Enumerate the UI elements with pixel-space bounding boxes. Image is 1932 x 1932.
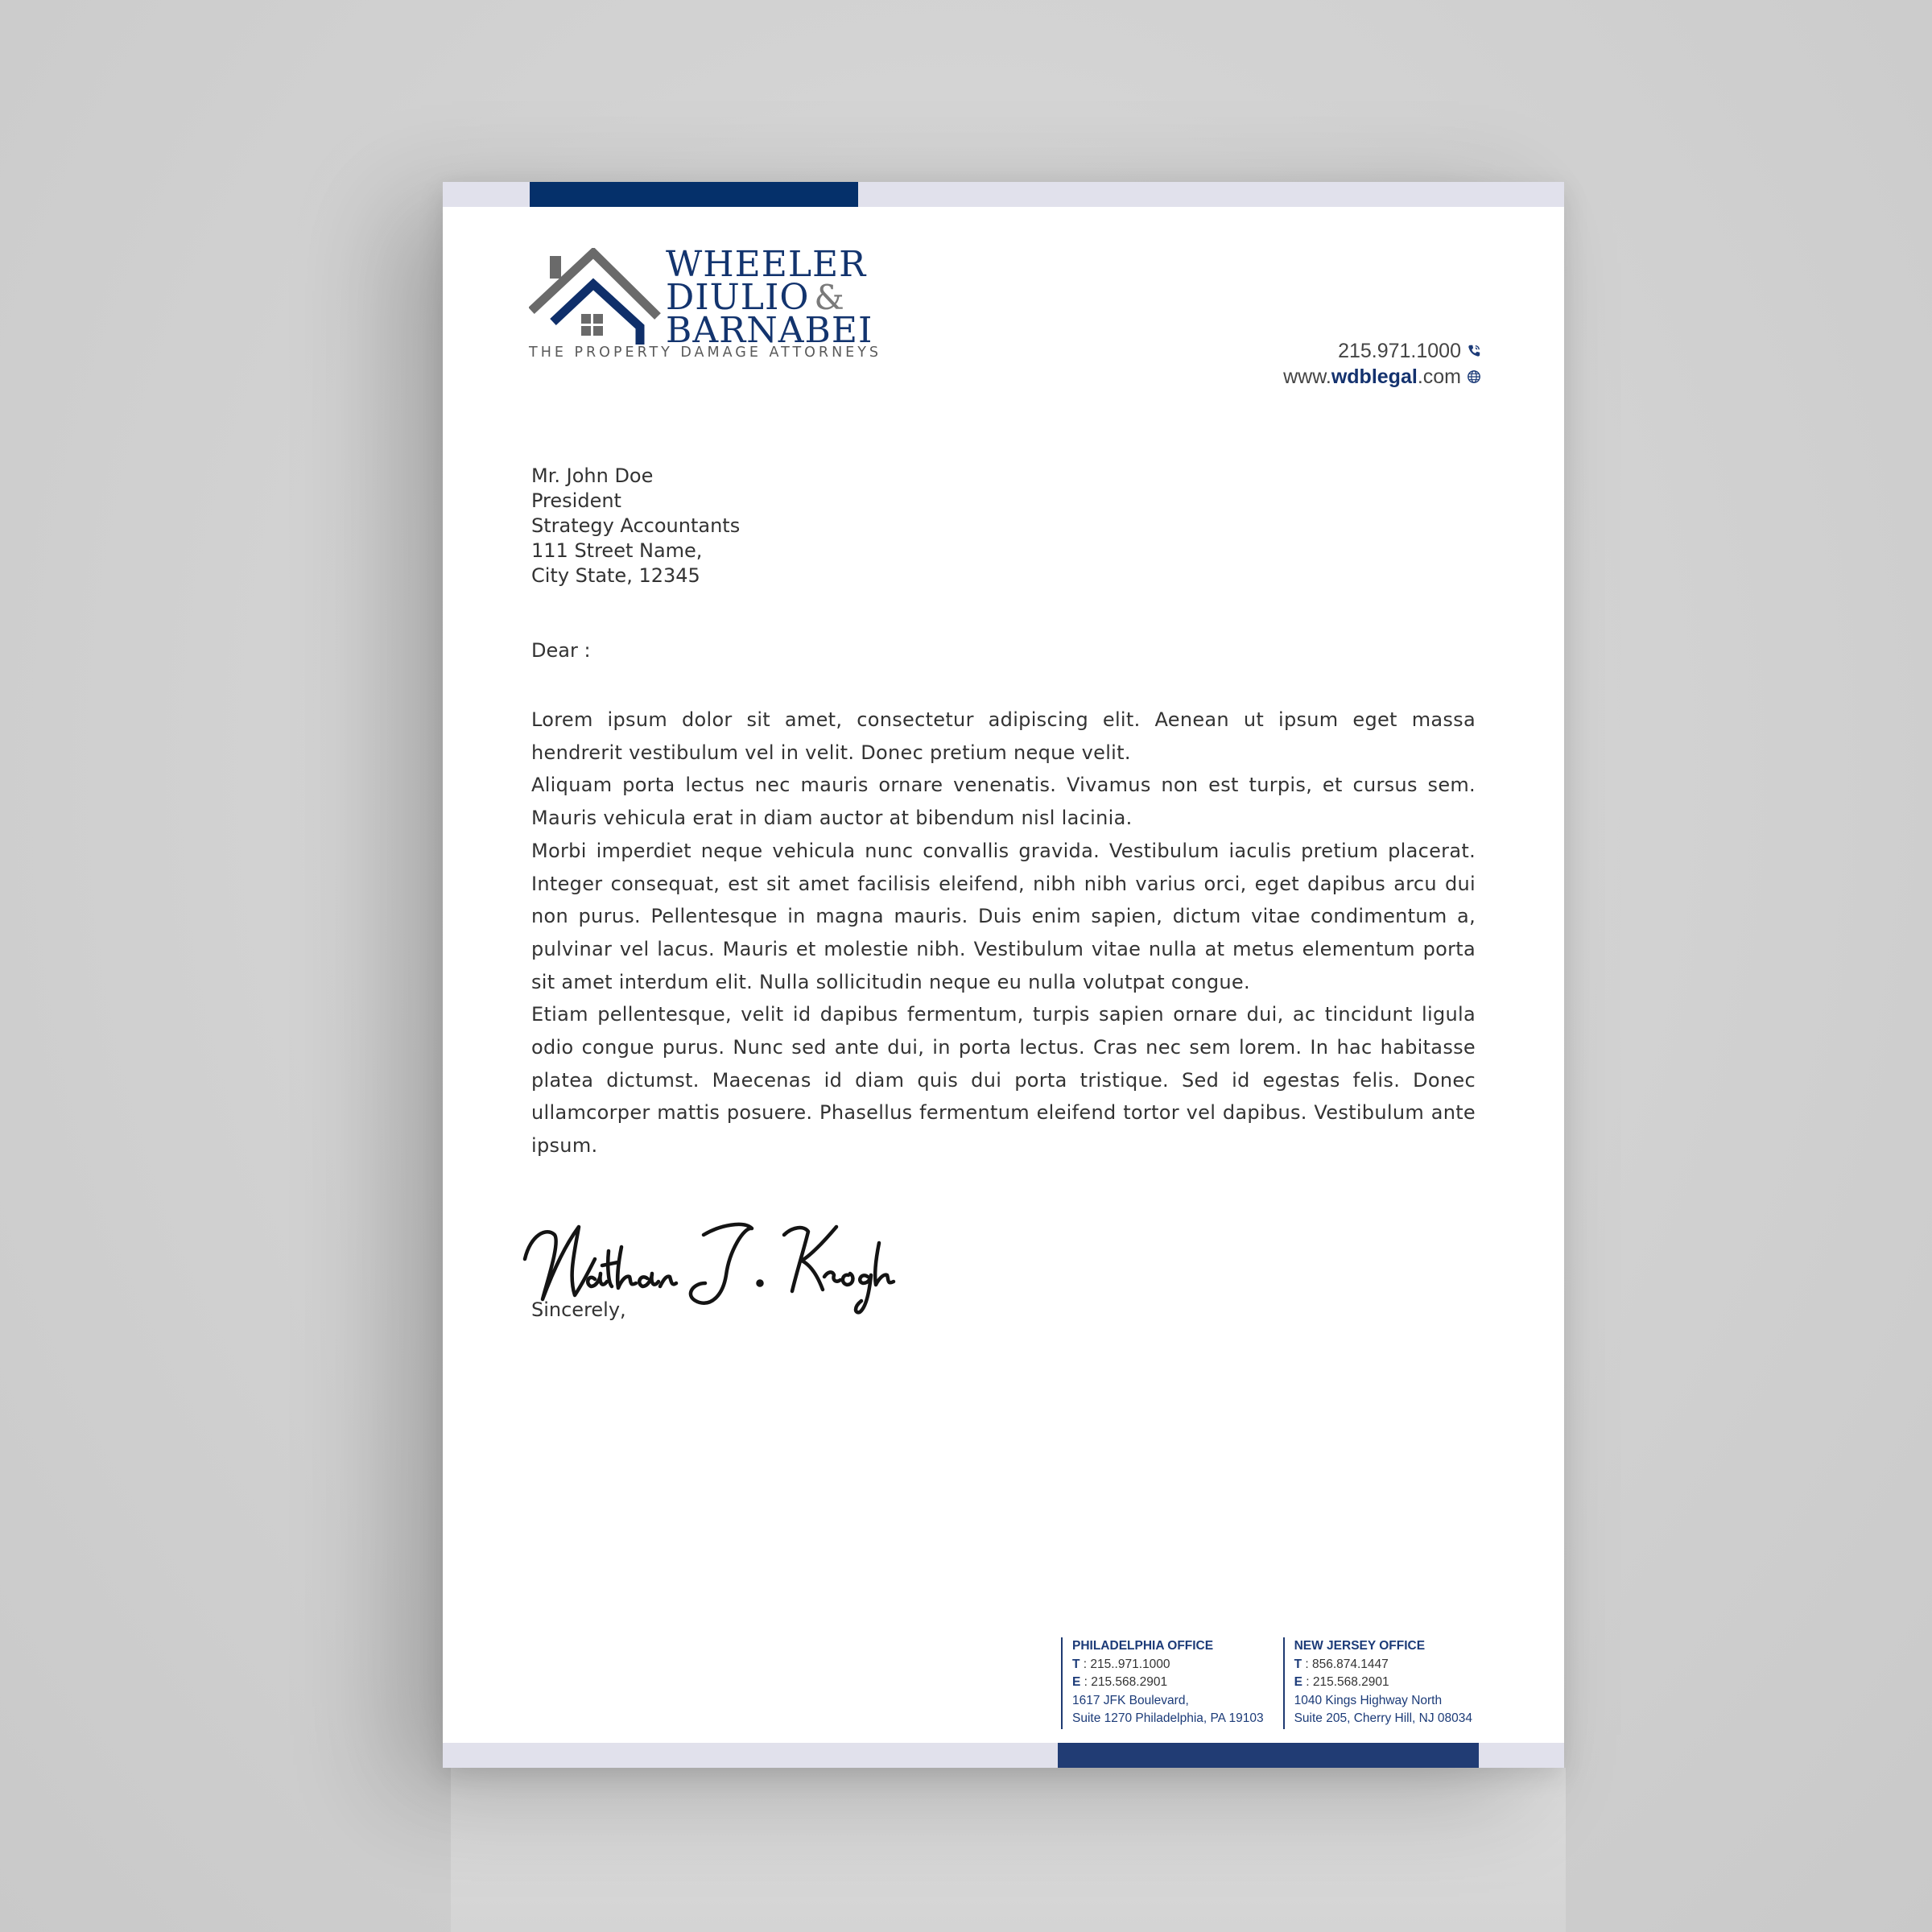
firm-name-line1: WHEELER	[666, 244, 867, 285]
office-fax: 215.568.2901	[1091, 1675, 1168, 1689]
office-address-line2: Suite 205, Cherry Hill, NJ 08034	[1294, 1711, 1472, 1725]
top-band-accent	[530, 182, 858, 207]
salutation: Dear :	[531, 639, 591, 662]
house-icon	[529, 248, 662, 345]
firm-tagline: THE PROPERTY DAMAGE ATTORNEYS	[529, 345, 882, 361]
body-paragraph: Etiam pellentesque, velit id dapibus fermentum, turpis sapien ornare dui, ac tincidunt ligula odio congue purus. Nunc sed ante dui, in porta lectus. Cras nec sem lorem. In hac habitasse platea dictumst. Maecenas id diam quis dui porta tristique. Sed id egestas felis. Donec ullamcorper mattis posuere. Phasellus fermentum eleifend tortor vel dapibus. Vestibulum ante ipsum.	[531, 1003, 1476, 1158]
website-prefix: www.	[1283, 365, 1331, 388]
office-address-line2: Suite 1270 Philadelphia, PA 19103	[1072, 1711, 1264, 1725]
closing: Sincerely,	[531, 1298, 626, 1321]
office-footer	[1061, 1637, 1472, 1729]
header-website[interactable]	[1283, 364, 1461, 390]
office-address-line1: 1617 JFK Boulevard,	[1072, 1693, 1189, 1707]
office-philadelphia	[1061, 1637, 1264, 1729]
letterhead-page	[443, 182, 1564, 1768]
phone-icon	[1467, 344, 1481, 358]
phone-label: T	[1294, 1657, 1302, 1671]
header-phone-row	[1283, 338, 1481, 364]
recipient-street: 111 Street Name,	[531, 539, 703, 562]
firm-name	[666, 244, 873, 351]
recipient-address	[531, 464, 1476, 588]
recipient-company: Strategy Accountants	[531, 514, 741, 537]
office-fax-line: E : 215.568.2901	[1072, 1675, 1168, 1689]
fax-label: E	[1072, 1675, 1081, 1689]
fax-label: E	[1294, 1675, 1302, 1689]
office-title: NEW JERSEY OFFICE	[1294, 1639, 1426, 1653]
recipient-title: President	[531, 489, 621, 512]
firm-name-line2: DIULIO	[666, 277, 810, 318]
office-fax-line: E : 215.568.2901	[1294, 1675, 1389, 1689]
office-fax: 215.568.2901	[1312, 1675, 1389, 1689]
office-phone-line: T : 215..971.1000	[1072, 1657, 1170, 1671]
globe-icon	[1467, 369, 1481, 384]
display-stand	[451, 1768, 1566, 1932]
body-paragraph: Aliquam porta lectus nec mauris ornare venenatis. Vivamus non est turpis, et cursus sem. Mauris vehicula erat in diam auctor at bibendum nisl lacinia.	[531, 774, 1476, 830]
header-contact	[1283, 338, 1481, 390]
office-new-jersey	[1283, 1637, 1472, 1729]
office-title: PHILADELPHIA OFFICE	[1072, 1639, 1214, 1653]
bottom-band-accent	[1058, 1743, 1479, 1768]
letter-body	[531, 704, 1476, 1162]
office-phone: 856.874.1447	[1311, 1657, 1389, 1671]
header-phone: 215.971.1000	[1338, 340, 1461, 362]
firm-name-line3: BARNABEI	[666, 310, 873, 351]
office-address-line1: 1040 Kings Highway North	[1294, 1693, 1443, 1707]
body-paragraph: Lorem ipsum dolor sit amet, consectetur adipiscing elit. Aenean ut ipsum eget massa hendrerit vestibulum vel in velit. Donec pretium neque velit.	[531, 708, 1476, 764]
website-domain: wdblegal	[1331, 365, 1418, 388]
body-paragraph: Morbi imperdiet neque vehicula nunc convallis gravida. Vestibulum iaculis pretium placerat. Integer consequat, est sit amet facilisis eleifend, nibh nibh varius orci, eget dapibus arcu dui non purus. Pellentesque in magna mauris. Duis enim sapien, dictum vitae condimentum a, pulvinar vel lacus. Mauris et molestie nibh. Vestibulum vitae nulla at metus elementum porta sit amet interdum elit. Nulla sollicitudin neque eu nulla volutpat congue.	[531, 839, 1476, 993]
recipient-city: City State, 12345	[531, 564, 700, 587]
phone-label: T	[1072, 1657, 1080, 1671]
firm-logo	[529, 244, 883, 369]
header-web-row[interactable]	[1283, 364, 1481, 390]
office-phone-line: T : 856.874.1447	[1294, 1657, 1389, 1671]
office-phone: 215..971.1000	[1090, 1657, 1170, 1671]
website-suffix: .com	[1417, 365, 1461, 388]
recipient-name: Mr. John Doe	[531, 464, 654, 487]
firm-name-ampersand: &	[814, 278, 845, 317]
